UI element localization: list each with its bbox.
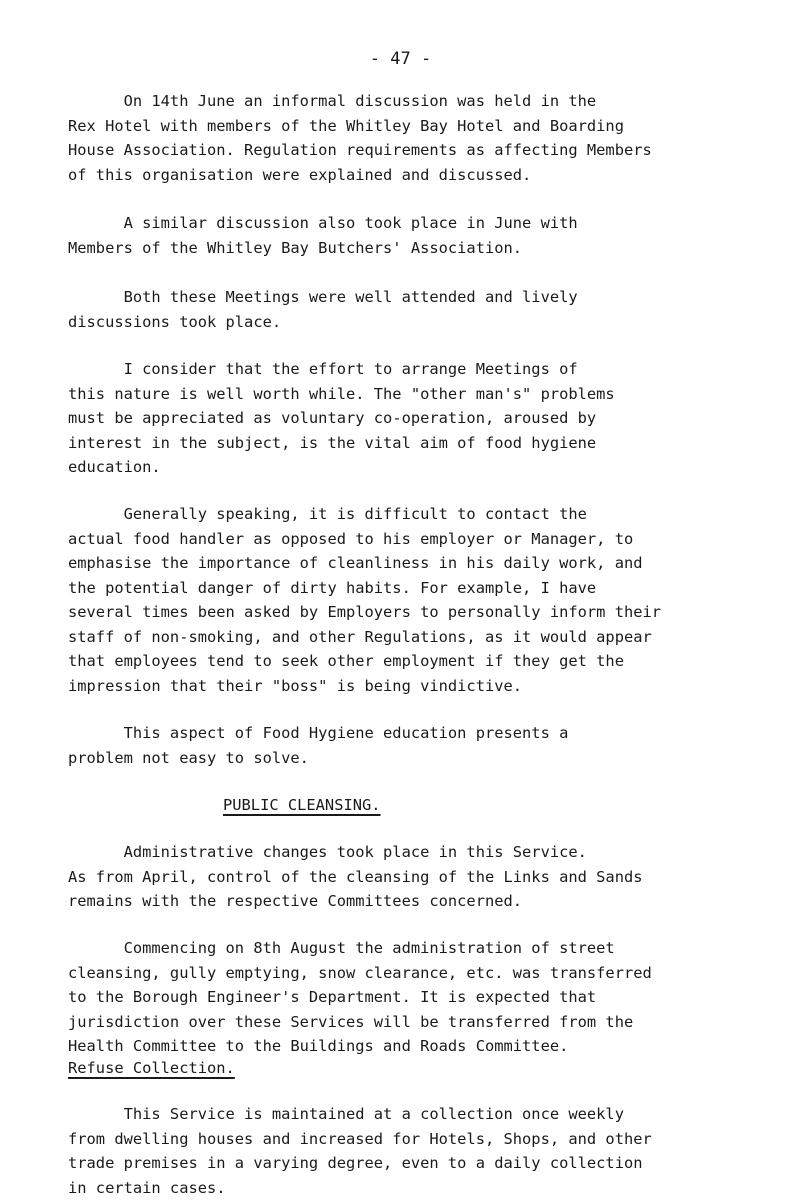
paragraph-hygiene-education — [68, 721, 788, 770]
text-line: Commencing on 8th August the administration of street — [68, 936, 788, 961]
paragraph-street-cleansing — [68, 936, 788, 1059]
paragraph-hotel-discussion — [68, 89, 788, 187]
section-heading: PUBLIC CLEANSING. — [223, 793, 381, 818]
section-heading: Refuse Collection. — [68, 1056, 235, 1081]
text-line: actual food handler as opposed to his employer or Manager, to — [68, 527, 788, 552]
text-line: House Association. Regulation requirements as affecting Members — [68, 138, 788, 163]
text-line: Administrative changes took place in this Service. — [68, 840, 788, 865]
text-line: of this organisation were explained and discussed. — [68, 163, 788, 188]
text-line: I consider that the effort to arrange Meetings of — [68, 357, 788, 382]
paragraph-refuse-collection — [68, 1102, 788, 1200]
text-line: Generally speaking, it is difficult to contact the — [68, 502, 788, 527]
text-line: impression that their "boss" is being vindictive. — [68, 674, 788, 699]
paragraph-administrative-changes — [68, 840, 788, 914]
text-line: trade premises in a varying degree, even to a daily collection — [68, 1151, 788, 1176]
text-line: this nature is well worth while. The "other man's" problems — [68, 382, 788, 407]
paragraph-meetings-attendance — [68, 285, 788, 334]
heading-public-cleansing — [223, 793, 623, 818]
text-line: remains with the respective Committees concerned. — [68, 889, 788, 914]
text-line: emphasise the importance of cleanliness in his daily work, and — [68, 551, 788, 576]
paragraph-butchers-discussion — [68, 211, 788, 260]
text-line: staff of non-smoking, and other Regulations, as it would appear — [68, 625, 788, 650]
paragraph-meetings-worth — [68, 357, 788, 480]
text-line: Health Committee to the Buildings and Roads Committee. — [68, 1034, 788, 1059]
text-line: to the Borough Engineer's Department. It is expected that — [68, 985, 788, 1010]
text-line: cleansing, gully emptying, snow clearance, etc. was transferred — [68, 961, 788, 986]
text-line: On 14th June an informal discussion was held in the — [68, 89, 788, 114]
text-line: education. — [68, 455, 788, 480]
page-number: - 47 - — [0, 48, 801, 70]
text-line: A similar discussion also took place in June with — [68, 211, 788, 236]
text-line: must be appreciated as voluntary co-operation, aroused by — [68, 406, 788, 431]
text-line: discussions took place. — [68, 310, 788, 335]
text-line: Both these Meetings were well attended and lively — [68, 285, 788, 310]
text-line: As from April, control of the cleansing of the Links and Sands — [68, 865, 788, 890]
text-line: from dwelling houses and increased for Hotels, Shops, and other — [68, 1127, 788, 1152]
text-line: problem not easy to solve. — [68, 746, 788, 771]
text-line: interest in the subject, is the vital aim of food hygiene — [68, 431, 788, 456]
text-line: the potential danger of dirty habits. For example, I have — [68, 576, 788, 601]
paragraph-food-handler — [68, 502, 788, 698]
heading-refuse-collection — [68, 1056, 788, 1081]
text-line: jurisdiction over these Services will be transferred from the — [68, 1010, 788, 1035]
text-line: This aspect of Food Hygiene education presents a — [68, 721, 788, 746]
text-line: in certain cases. — [68, 1176, 788, 1200]
text-line: Rex Hotel with members of the Whitley Bay Hotel and Boarding — [68, 114, 788, 139]
text-line: several times been asked by Employers to personally inform their — [68, 600, 788, 625]
text-line: that employees tend to seek other employment if they get the — [68, 649, 788, 674]
text-line: Members of the Whitley Bay Butchers' Association. — [68, 236, 788, 261]
text-line: This Service is maintained at a collection once weekly — [68, 1102, 788, 1127]
